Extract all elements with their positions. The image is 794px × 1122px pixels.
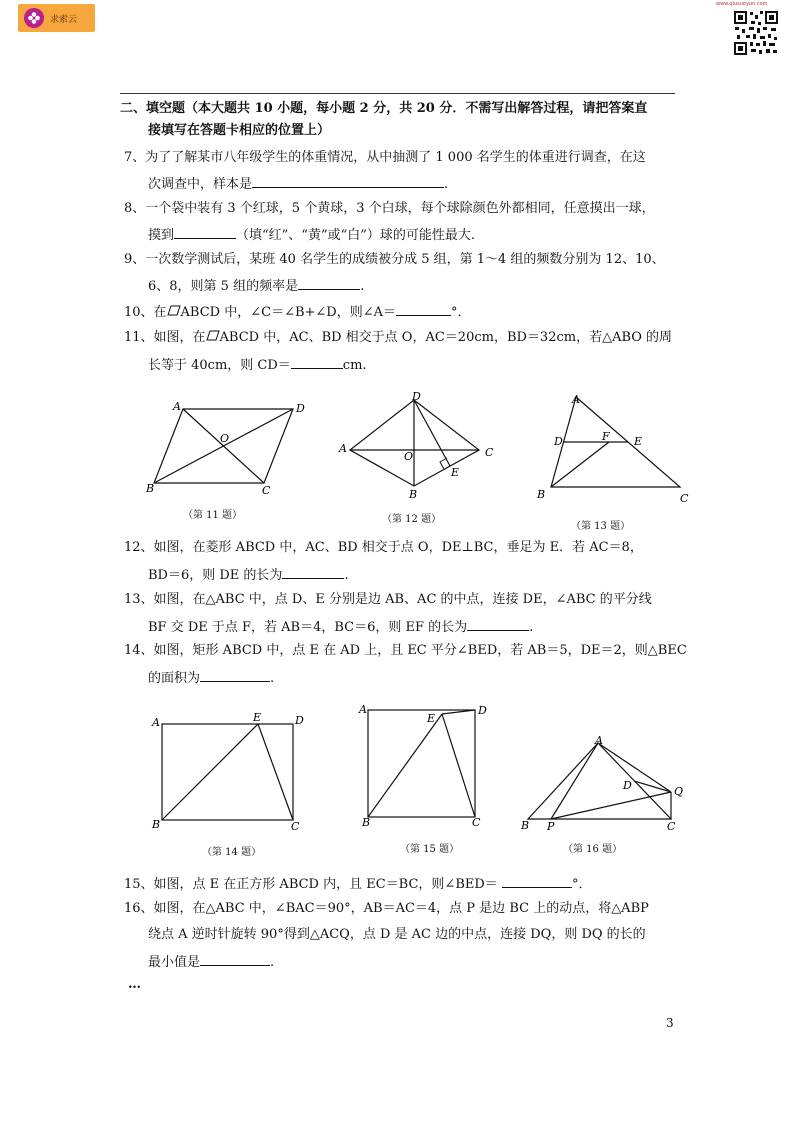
figure-16 (518, 733, 698, 833)
question-10: 10、在 ABCD 中，∠C＝∠B+∠D，则∠A＝ °． (124, 305, 471, 320)
answer-blank-8[interactable] (174, 226, 236, 239)
answer-blank-16[interactable] (200, 953, 270, 966)
caption-figure-15: （第 15 题） (400, 844, 460, 855)
label-B: B (146, 482, 155, 495)
question-13-line1: 13、如图，在△ABC 中，点 D、E 分别是边 AB、AC 的中点，连接 DE，∠ABC 的平分线 (124, 592, 652, 607)
figure-14 (146, 708, 311, 833)
label-D: D (478, 704, 487, 717)
parallelogram-icon (206, 330, 220, 341)
caption-figure-12: （第 12 题） (382, 514, 442, 525)
figure-12 (336, 388, 496, 503)
question-13-line2: BF 交 DE 于点 F，若 AB＝4，BC＝6，则 EF 的长为 . (148, 620, 534, 635)
question-16-line1: 16、如图，在△ABC 中，∠BAC＝90°，AB＝AC＝4，点 P 是边 BC 上的动点，将△ABP (124, 901, 649, 916)
page-number: 3 (666, 1016, 674, 1030)
section-title-continued: 接填写在答题卡相应的位置上） (148, 123, 331, 138)
logo-text: 求索云 (50, 14, 78, 25)
label-E: E (634, 435, 643, 448)
answer-blank-14[interactable] (200, 669, 270, 682)
answer-blank-15[interactable] (502, 875, 572, 888)
label-A: A (152, 716, 160, 729)
label-D: D (554, 435, 563, 448)
label-C: C (485, 446, 494, 459)
label-A: A (339, 442, 347, 455)
label-Q: Q (674, 785, 684, 798)
label-F: F (602, 430, 610, 443)
caption-figure-11: （第 11 题） (183, 510, 243, 521)
question-16-line3: 最小值是 . (148, 955, 275, 970)
label-C: C (472, 816, 481, 829)
logo-icon (24, 8, 44, 28)
question-12-line1: 12、如图，在菱形 ABCD 中，AC、BD 相交于点 O，DE⊥BC，垂足为 E．若 AC＝8， (124, 540, 643, 555)
question-14-line2: 的面积为 . (148, 671, 275, 686)
label-B: B (362, 816, 371, 829)
question-8-line1: 8、一个袋中装有 3 个红球，5 个黄球，3 个白球，每个球除颜色外都相同，任意摸出一球， (124, 201, 655, 216)
question-8-line2: 摸到 （填“红”、“黄”或“白”）球的可能性最大. (148, 228, 476, 243)
answer-blank-9[interactable] (298, 277, 360, 290)
question-7-line1: 7、为了了解某市八年级学生的体重情况，从中抽测了 1 000 名学生的体重进行调查，在这 (124, 150, 646, 165)
question-11-line1: 11、如图，在 ABCD 中，AC、BD 相交于点 O，AC＝20cm，BD＝32cm，若△ABO 的周 (124, 330, 673, 345)
label-E: E (253, 711, 262, 724)
answer-blank-10[interactable] (396, 303, 451, 316)
label-D: D (296, 402, 305, 415)
qr-code-icon (733, 10, 779, 56)
label-A: A (572, 393, 580, 406)
label-B: B (521, 819, 530, 832)
top-rule (120, 93, 675, 94)
label-D: D (623, 779, 632, 792)
figure-15 (356, 700, 496, 830)
parallelogram-icon (167, 305, 181, 316)
label-B: B (409, 488, 418, 501)
label-A: A (595, 734, 603, 747)
caption-figure-14: （第 14 题） (202, 847, 262, 858)
label-A: A (359, 703, 367, 716)
label-A: A (173, 400, 181, 413)
answer-blank-12[interactable] (282, 566, 344, 579)
answer-blank-13[interactable] (467, 618, 529, 631)
question-12-line2: BD＝6，则 DE 的长为 . (148, 568, 349, 583)
label-E: E (451, 466, 460, 479)
figure-13 (532, 390, 692, 505)
answer-blank-7[interactable] (252, 175, 444, 188)
caption-figure-13: （第 13 题） (571, 521, 631, 532)
qr-url: www.qiusuoyun.com (716, 1, 768, 7)
question-11-line2: 长等于 40cm，则 CD＝ cm. (148, 358, 367, 373)
label-C: C (667, 820, 676, 833)
label-E: E (427, 712, 436, 725)
figure-11 (140, 398, 315, 498)
label-C: C (291, 820, 300, 833)
label-D: D (295, 714, 304, 727)
label-B: B (537, 488, 546, 501)
question-7-line2: 次调查中，样本是 . (148, 177, 449, 192)
label-O: O (220, 432, 230, 445)
label-B: B (152, 818, 161, 831)
question-14-line1: 14、如图，矩形 ABCD 中，点 E 在 AD 上，且 EC 平分∠BED，若 AB＝5，DE＝2，则△BEC (124, 643, 687, 658)
answer-blank-11[interactable] (291, 356, 343, 369)
question-9-line1: 9、一次数学测试后，某班 40 名学生的成绩被分成 5 组，第 1～4 组的频数分别为 12、10、 (124, 252, 665, 267)
question-9-line2: 6、8，则第 5 组的频率是 . (148, 279, 365, 294)
label-C: C (680, 492, 689, 505)
caption-figure-16: （第 16 题） (563, 844, 623, 855)
label-P: P (547, 820, 555, 833)
label-O: O (404, 450, 414, 463)
question-15: 15、如图，点 E 在正方形 ABCD 内，且 EC＝BC，则∠BED＝ °． (124, 877, 592, 892)
question-16-line2: 绕点 A 逆时针旋转 90°得到△ACQ，点 D 是 AC 边的中点，连接 DQ，则 DQ 的长的 (148, 927, 646, 942)
brand-logo (18, 4, 95, 32)
label-D: D (412, 390, 421, 403)
label-C: C (262, 484, 271, 497)
section-title: 二、填空题（本大题共 10 小题，每小题 2 分，共 20 分．不需写出解答过程，请把答案直 (120, 101, 648, 116)
ellipsis: … (128, 977, 141, 992)
